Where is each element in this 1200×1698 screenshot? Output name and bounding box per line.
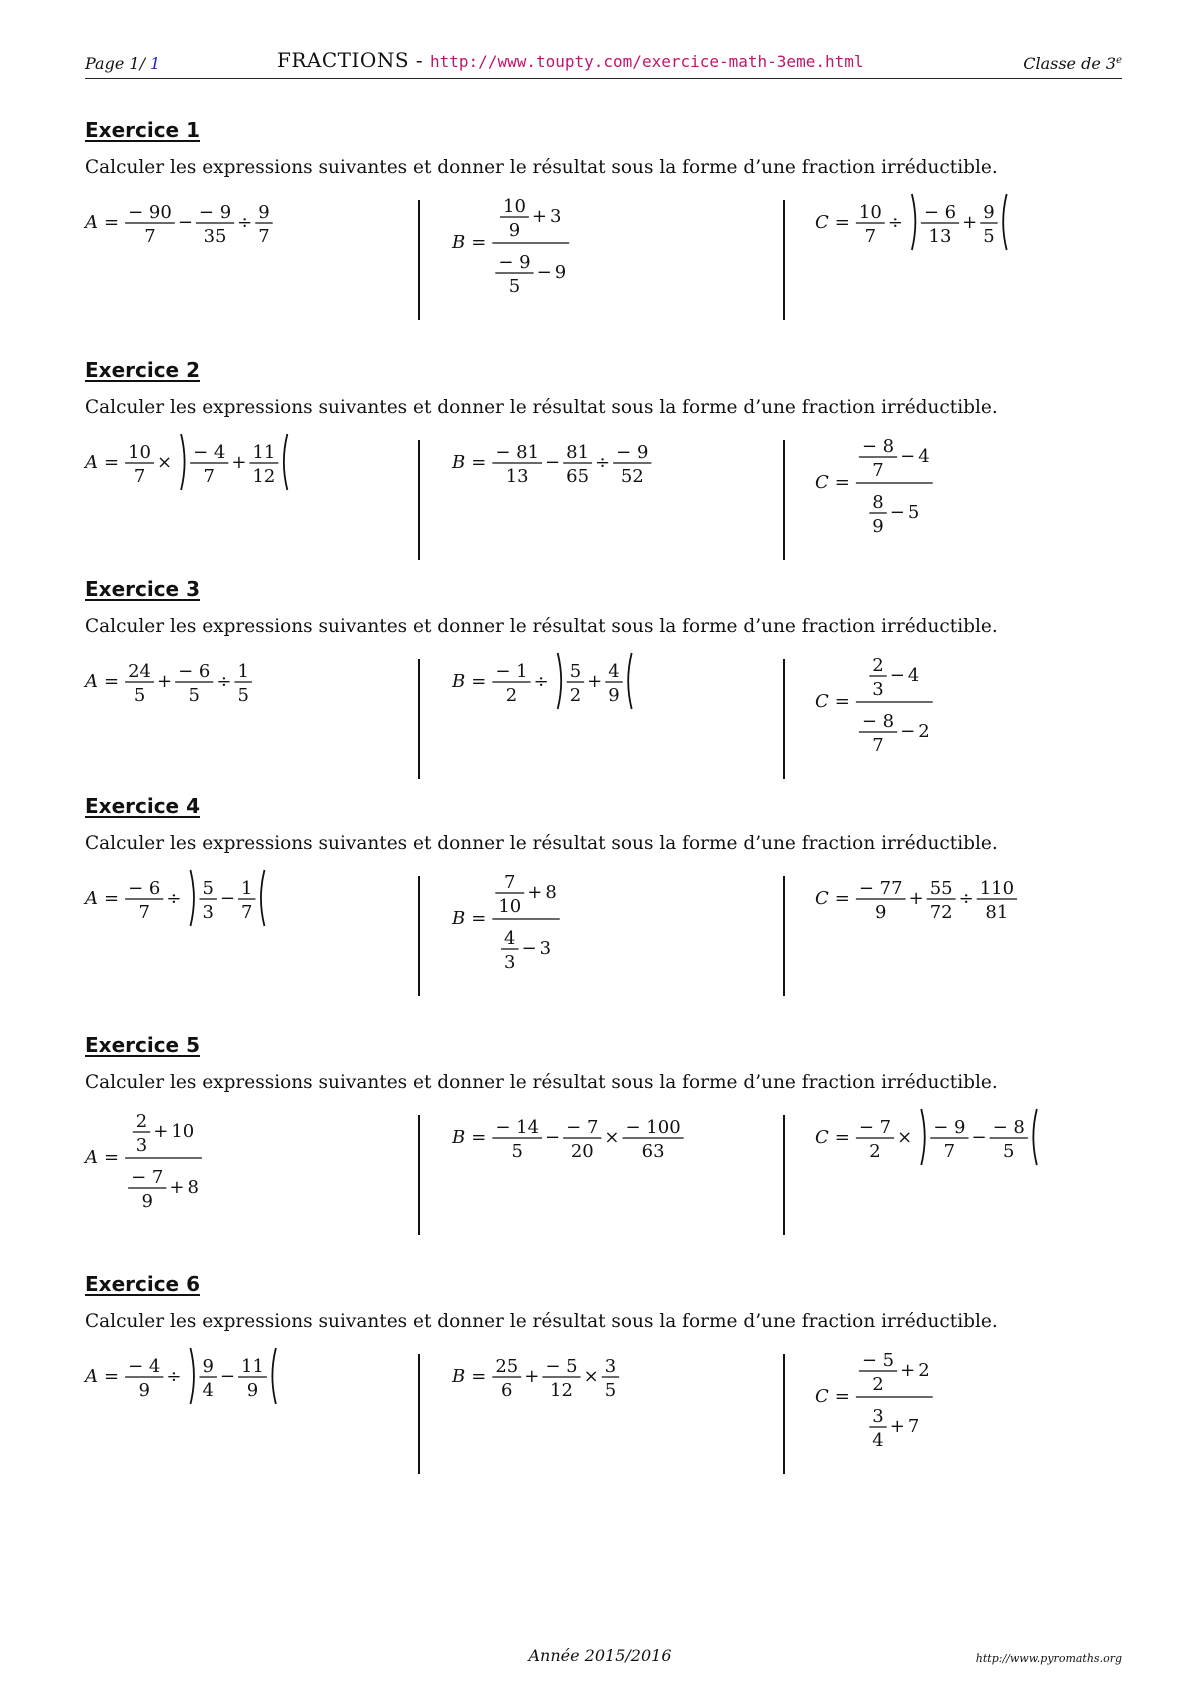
fraction-numerator: 4 (608, 661, 620, 682)
math-number: 2 (918, 1360, 930, 1381)
exercise-section (85, 118, 1125, 320)
math-svg (815, 200, 1135, 300)
close-parenthesis (272, 1348, 276, 1404)
math-operator: ÷ (166, 1366, 182, 1387)
math-number: 4 (907, 665, 920, 686)
fraction-denominator: 7 (203, 466, 215, 487)
exercise-title: Exercice 5 (85, 1033, 200, 1057)
math-operator: + (169, 1177, 185, 1198)
fraction-numerator: 10 (128, 442, 151, 463)
fraction-denominator: 5 (237, 685, 249, 706)
math-expression (85, 876, 405, 976)
expression-a (85, 876, 405, 996)
math-operator: + (524, 1366, 540, 1387)
math-operator: + (531, 206, 548, 227)
math-operator: − (521, 938, 537, 959)
fraction-denominator: 2 (505, 685, 518, 706)
math-svg (452, 659, 772, 759)
fraction-numerator: − 8 (992, 1117, 1025, 1138)
fraction-numerator: 3 (872, 1406, 884, 1427)
equals-sign: = (104, 1366, 120, 1387)
fraction-numerator: − 90 (128, 202, 172, 223)
fraction-denominator: 6 (501, 1380, 513, 1401)
exercise-section (85, 1033, 1125, 1235)
expression-row (85, 872, 1125, 996)
fraction-numerator: 10 (858, 202, 882, 223)
math-expression (85, 1354, 405, 1454)
math-svg (815, 876, 1135, 976)
fraction-numerator: − 14 (495, 1117, 540, 1138)
math-number: 8 (545, 882, 557, 903)
exercise-section (85, 1272, 1125, 1474)
page-number (85, 54, 160, 73)
fraction-denominator: 9 (138, 1380, 150, 1401)
expression-b (418, 872, 768, 996)
expression-name: B (452, 1127, 466, 1148)
math-number: 2 (918, 721, 930, 742)
math-number: 8 (187, 1177, 199, 1198)
math-number: 10 (171, 1121, 195, 1142)
fraction-denominator: 3 (504, 952, 516, 973)
math-expression (85, 1111, 405, 1215)
expression-name: A (85, 1366, 98, 1387)
math-expression (85, 659, 405, 759)
math-operator: − (889, 502, 905, 523)
fraction-numerator: − 6 (128, 878, 161, 899)
math-svg (85, 659, 405, 759)
math-operator: + (153, 1121, 169, 1142)
expression-c (783, 200, 1123, 320)
math-operator: × (583, 1366, 599, 1387)
exercise-title: Exercice 3 (85, 577, 200, 601)
equals-sign: = (104, 888, 120, 909)
math-expression (815, 436, 1123, 540)
math-svg (85, 1111, 405, 1215)
fraction-numerator: − 9 (616, 442, 649, 463)
math-svg (815, 436, 1135, 540)
fraction-numerator: 7 (504, 872, 516, 893)
footer-site-link[interactable]: http://www.pyromaths.org (975, 1652, 1122, 1665)
fraction-denominator: 81 (985, 902, 1009, 923)
exercise-section (85, 794, 1125, 996)
equals-sign: = (471, 908, 487, 929)
expression-c (783, 1350, 1123, 1474)
fraction-denominator: 5 (133, 685, 146, 706)
class-label: Classe de 3 (1023, 54, 1117, 73)
close-parenthesis (628, 653, 632, 709)
fraction-numerator: 9 (983, 202, 995, 223)
fraction-denominator: 10 (498, 896, 522, 917)
fraction-numerator: 1 (237, 661, 249, 682)
open-parenthesis (190, 870, 194, 926)
math-svg (85, 200, 405, 300)
math-operator: − (219, 1366, 235, 1387)
fraction-denominator: 3 (135, 1135, 148, 1156)
fraction-numerator: 81 (566, 442, 590, 463)
equals-sign: = (104, 1147, 120, 1168)
math-svg (85, 1354, 405, 1454)
expression-row (85, 655, 1125, 779)
math-operator: + (231, 452, 247, 473)
close-parenthesis (1033, 1109, 1037, 1165)
math-operator: + (908, 888, 924, 909)
fraction-denominator: 5 (511, 1141, 523, 1162)
expression-name: C (815, 1386, 829, 1407)
fraction-numerator: − 5 (545, 1356, 578, 1377)
equals-sign: = (104, 452, 120, 473)
math-number: 4 (918, 446, 930, 467)
math-operator: ÷ (595, 452, 611, 473)
fraction-numerator: − 1 (495, 661, 528, 682)
expression-a (85, 440, 405, 560)
expression-name: B (452, 232, 466, 253)
math-svg (452, 1115, 772, 1215)
fraction-denominator: 7 (133, 466, 146, 487)
fraction-numerator: 10 (503, 196, 526, 217)
expression-c (783, 876, 1123, 996)
class-superscript: e (1116, 54, 1122, 66)
fraction-denominator: 65 (566, 466, 590, 487)
title-text: FRACTIONS (277, 48, 410, 72)
expression-a (85, 1111, 405, 1235)
math-number: 9 (554, 262, 567, 283)
math-operator: ÷ (887, 212, 903, 233)
fraction-numerator: 11 (241, 1356, 264, 1377)
fraction-numerator: − 100 (625, 1117, 681, 1138)
fraction-denominator: 7 (138, 902, 150, 923)
fraction-numerator: 55 (929, 878, 953, 899)
math-operator: − (971, 1127, 987, 1148)
math-expression (452, 440, 768, 540)
fraction-denominator: 5 (604, 1380, 617, 1401)
math-svg (452, 1354, 772, 1454)
fraction-denominator: 4 (202, 1380, 214, 1401)
fraction-denominator: 2 (869, 1141, 881, 1162)
fraction-numerator: − 81 (495, 442, 540, 463)
fraction-numerator: 2 (872, 655, 884, 676)
equals-sign: = (834, 1127, 850, 1148)
math-operator: ÷ (237, 212, 253, 233)
expression-name: A (85, 1147, 98, 1168)
fraction-denominator: 35 (203, 226, 227, 247)
math-expression (85, 200, 405, 300)
fraction-numerator: 8 (872, 492, 884, 513)
exercise-title: Exercice 2 (85, 358, 200, 382)
close-parenthesis (261, 870, 265, 926)
expression-name: A (85, 671, 98, 692)
exercise-instruction: Calculer les expressions suivantes et donner le résultat sous la forme d’une fraction irréductible. (85, 616, 998, 637)
math-operator: + (962, 212, 978, 233)
page-prefix: Page 1/ (85, 54, 145, 73)
exercise-instruction: Calculer les expressions suivantes et donner le résultat sous la forme d’une fraction irréductible. (85, 833, 998, 854)
math-operator: − (219, 888, 235, 909)
exercise-section (85, 577, 1125, 779)
fraction-denominator: 20 (570, 1141, 594, 1162)
fraction-numerator: 9 (258, 202, 270, 223)
math-operator: + (527, 882, 543, 903)
fraction-numerator: − 5 (861, 1350, 895, 1371)
exercise-instruction: Calculer les expressions suivantes et donner le résultat sous la forme d’une fraction irréductible. (85, 157, 998, 178)
math-expression (452, 872, 768, 976)
fraction-denominator: 52 (620, 466, 644, 487)
expression-a (85, 1354, 405, 1474)
fraction-denominator: 9 (246, 1380, 259, 1401)
math-operator: ÷ (958, 888, 974, 909)
math-operator: − (900, 721, 916, 742)
equals-sign: = (834, 888, 850, 909)
math-operator: × (604, 1127, 620, 1148)
math-expression (815, 200, 1123, 300)
expression-b (418, 1354, 768, 1474)
math-expression (85, 440, 405, 540)
fraction-numerator: 5 (569, 661, 582, 682)
equals-sign: = (834, 691, 850, 712)
math-operator: − (536, 262, 552, 283)
equals-sign: = (104, 671, 120, 692)
source-url-link[interactable]: http://www.toupty.com/exercice-math-3eme.html (430, 52, 864, 71)
open-parenthesis (921, 1109, 925, 1165)
equals-sign: = (834, 472, 850, 493)
fraction-numerator: − 4 (128, 1356, 161, 1377)
fraction-denominator: 72 (929, 902, 953, 923)
fraction-numerator: − 8 (861, 711, 895, 732)
math-operator: − (545, 1127, 561, 1148)
math-number: 5 (907, 502, 920, 523)
expression-name: C (815, 472, 829, 493)
fraction-numerator: − 77 (858, 878, 903, 899)
document-title (277, 48, 864, 72)
open-parenthesis (558, 653, 562, 709)
fraction-numerator: 24 (128, 661, 151, 682)
exercise-instruction: Calculer les expressions suivantes et donner le résultat sous la forme d’une fraction irréductible. (85, 1072, 998, 1093)
expression-name: B (452, 452, 466, 473)
expression-b (418, 196, 768, 320)
math-expression (452, 1354, 768, 1454)
footer-year: Année 2015/2016 (528, 1646, 672, 1665)
exercise-title: Exercice 4 (85, 794, 200, 818)
math-svg (85, 876, 405, 976)
math-number: 3 (539, 938, 552, 959)
math-svg (452, 440, 772, 540)
expression-a (85, 200, 405, 320)
fraction-denominator: 5 (508, 276, 521, 297)
expression-row (85, 1111, 1125, 1235)
math-operator: − (177, 212, 193, 233)
exercise-title: Exercice 6 (85, 1272, 200, 1296)
expression-c (783, 655, 1123, 779)
class-level (1023, 54, 1122, 73)
math-operator: + (900, 1360, 916, 1381)
expression-name: A (85, 888, 98, 909)
math-operator: + (889, 1416, 905, 1437)
equals-sign: = (471, 452, 487, 473)
math-svg (85, 440, 405, 540)
expression-name: C (815, 1127, 829, 1148)
fraction-denominator: 9 (872, 516, 884, 537)
open-parenthesis (912, 194, 916, 250)
fraction-denominator: 7 (872, 735, 884, 756)
fraction-denominator: 5 (983, 226, 995, 247)
fraction-denominator: 2 (569, 685, 582, 706)
fraction-denominator: 4 (872, 1430, 884, 1451)
exercise-instruction: Calculer les expressions suivantes et donner le résultat sous la forme d’une fraction irréductible. (85, 1311, 998, 1332)
math-expression (452, 659, 768, 759)
fraction-numerator: 5 (202, 878, 214, 899)
equals-sign: = (834, 212, 850, 233)
fraction-numerator: − 7 (131, 1167, 164, 1188)
math-expression (452, 1115, 768, 1215)
page-total-link[interactable]: 1 (150, 54, 161, 73)
math-operator: − (889, 665, 905, 686)
fraction-numerator: − 9 (498, 252, 531, 273)
expression-b (418, 659, 768, 779)
math-operator: + (157, 671, 173, 692)
expression-name: C (815, 212, 829, 233)
math-operator: ÷ (533, 671, 549, 692)
fraction-numerator: 25 (495, 1356, 519, 1377)
expression-name: A (85, 212, 98, 233)
expression-row (85, 436, 1125, 560)
equals-sign: = (104, 212, 120, 233)
fraction-denominator: 12 (550, 1380, 573, 1401)
math-expression (815, 1115, 1123, 1215)
math-operator: − (900, 446, 916, 467)
math-svg (815, 655, 1135, 759)
math-operator: ÷ (166, 888, 182, 909)
fraction-numerator: − 9 (198, 202, 232, 223)
expression-b (418, 1115, 768, 1235)
fraction-denominator: 13 (505, 466, 529, 487)
fraction-denominator: 9 (875, 902, 887, 923)
equals-sign: = (471, 671, 487, 692)
math-expression (815, 1350, 1123, 1454)
equals-sign: = (834, 1386, 850, 1407)
exercise-title: Exercice 1 (85, 118, 200, 142)
fraction-numerator: − 8 (861, 436, 895, 457)
fraction-denominator: 7 (943, 1141, 956, 1162)
fraction-denominator: 7 (144, 226, 156, 247)
fraction-denominator: 13 (928, 226, 952, 247)
fraction-denominator: 5 (188, 685, 200, 706)
fraction-numerator: − 7 (858, 1117, 892, 1138)
fraction-numerator: 2 (135, 1111, 148, 1132)
exercise-section (85, 358, 1125, 560)
expression-row (85, 196, 1125, 320)
math-operator: − (545, 452, 561, 473)
expression-c (783, 436, 1123, 560)
math-svg (452, 872, 772, 976)
fraction-denominator: 3 (202, 902, 214, 923)
fraction-numerator: 9 (202, 1356, 214, 1377)
math-expression (452, 196, 768, 300)
fraction-numerator: − 6 (923, 202, 957, 223)
fraction-numerator: 3 (604, 1356, 617, 1377)
equals-sign: = (471, 1127, 487, 1148)
close-parenthesis (1003, 194, 1007, 250)
fraction-numerator: − 9 (933, 1117, 966, 1138)
math-operator: ÷ (216, 671, 232, 692)
title-separator: - (409, 48, 431, 72)
math-svg (452, 196, 772, 300)
close-parenthesis (284, 434, 288, 490)
fraction-denominator: 7 (872, 460, 884, 481)
fraction-denominator: 7 (864, 226, 877, 247)
math-svg (815, 1115, 1135, 1215)
math-operator: × (897, 1127, 913, 1148)
expression-name: B (452, 671, 466, 692)
math-expression (815, 876, 1123, 976)
math-svg (815, 1350, 1135, 1454)
fraction-denominator: 5 (1003, 1141, 1015, 1162)
fraction-denominator: 3 (872, 679, 884, 700)
math-number: 3 (550, 206, 562, 227)
equals-sign: = (471, 1366, 487, 1387)
fraction-denominator: 63 (641, 1141, 665, 1162)
fraction-numerator: 1 (241, 878, 253, 899)
expression-name: C (815, 691, 829, 712)
fraction-numerator: 11 (252, 442, 276, 463)
math-operator: + (587, 671, 603, 692)
fraction-numerator: − 7 (566, 1117, 599, 1138)
math-number: 7 (907, 1416, 920, 1437)
expression-name: B (452, 1366, 466, 1387)
expression-row (85, 1350, 1125, 1474)
fraction-denominator: 9 (508, 220, 521, 241)
expression-name: C (815, 888, 829, 909)
page-header (85, 48, 1122, 79)
expression-b (418, 440, 768, 560)
expression-name: B (452, 908, 466, 929)
expression-a (85, 659, 405, 779)
fraction-denominator: 7 (258, 226, 270, 247)
math-operator: × (157, 452, 173, 473)
exercise-instruction: Calculer les expressions suivantes et donner le résultat sous la forme d’une fraction irréductible. (85, 397, 998, 418)
equals-sign: = (471, 232, 487, 253)
expression-c (783, 1115, 1123, 1235)
fraction-numerator: − 4 (193, 442, 226, 463)
fraction-numerator: 4 (504, 928, 516, 949)
math-expression (815, 655, 1123, 759)
fraction-denominator: 7 (241, 902, 253, 923)
open-parenthesis (181, 434, 185, 490)
expression-name: A (85, 452, 98, 473)
fraction-denominator: 9 (608, 685, 620, 706)
fraction-denominator: 9 (141, 1191, 153, 1212)
fraction-numerator: − 6 (178, 661, 211, 682)
fraction-denominator: 12 (252, 466, 276, 487)
fraction-denominator: 2 (872, 1374, 884, 1395)
fraction-numerator: 110 (979, 878, 1015, 899)
open-parenthesis (190, 1348, 194, 1404)
